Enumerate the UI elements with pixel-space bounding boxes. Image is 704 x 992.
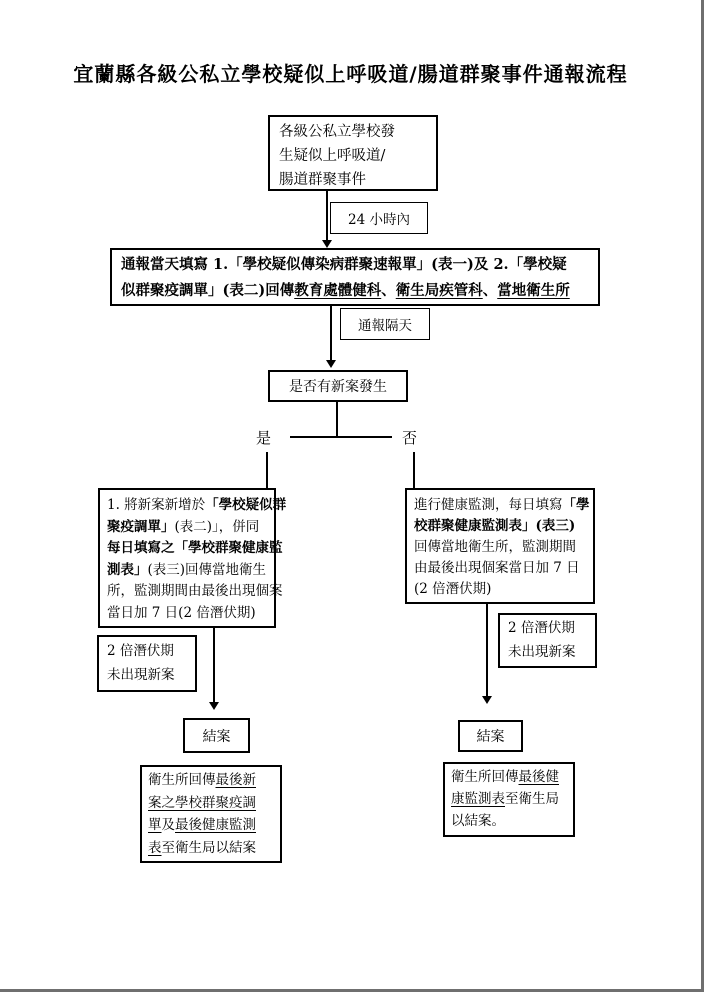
close-note-line: 衛生所回傳最後健 xyxy=(451,769,559,785)
no-action-line: (2 倍潛伏期) xyxy=(414,581,492,597)
connector-line xyxy=(213,628,215,704)
incubation-line: 未出現新案 xyxy=(508,644,576,660)
close-note-line: 案之學校群聚疫調 xyxy=(148,794,256,811)
incubation-line: 2 倍潛伏期 xyxy=(107,643,174,659)
connector-line xyxy=(330,306,332,362)
report-box-line: 通報當天填寫 1.「學校疑似傳染病群聚速報單」(表一)及 2.「學校疑 xyxy=(121,256,567,273)
yes-branch-line xyxy=(266,452,268,488)
start-event-box xyxy=(268,115,438,191)
connector-line xyxy=(486,604,488,698)
yes-close-note-box xyxy=(140,765,282,863)
report-instruction-box xyxy=(110,248,600,306)
yes-action-line: 聚疫調單」(表二)」，併同 xyxy=(107,518,260,535)
arrow-down-icon xyxy=(209,702,219,710)
branch-horizontal-line xyxy=(290,436,392,438)
decision-new-case-box xyxy=(268,370,408,402)
no-close-case-box xyxy=(458,720,523,752)
no-action-line: 回傳當地衛生所，監測期間 xyxy=(414,539,576,555)
page-title: 宜蘭縣各級公私立學校疑似上呼吸道/腸道群聚事件通報流程 xyxy=(73,62,628,86)
connector-line xyxy=(326,191,328,242)
arrow-down-icon xyxy=(482,696,492,704)
yes-action-line: 當日加 7 日(2 倍潛伏期) xyxy=(107,604,256,621)
within-24h-label: 24 小時內 xyxy=(348,212,410,228)
close-note-line: 衛生所回傳最後新 xyxy=(148,772,256,788)
yes-action-line: 所，監測期間由最後出現個案 xyxy=(107,583,283,599)
start-box-line: 生疑似上呼吸道/ xyxy=(279,148,386,164)
yes-close-case-box xyxy=(183,718,250,753)
yes-incubation-box xyxy=(97,635,197,692)
close-note-line: 表至衛生局以結案 xyxy=(148,839,256,856)
no-action-line: 由最後出現個案當日加 7 日 xyxy=(414,560,580,576)
next-day-label: 通報隔天 xyxy=(358,318,412,334)
within-24h-label-box xyxy=(330,202,428,234)
branch-no-label: 否 xyxy=(402,429,418,447)
close-note-line: 以結案。 xyxy=(451,813,505,829)
branch-yes-label: 是 xyxy=(256,429,272,447)
branch-stem-line xyxy=(336,402,338,437)
start-box-line: 腸道群聚事件 xyxy=(279,172,366,188)
yes-action-line: 1. 將新案新增於「學校疑似群 xyxy=(107,497,287,513)
yes-action-line: 測表」(表三)回傳當地衛生 xyxy=(107,561,267,578)
close-label: 結案 xyxy=(476,729,505,745)
no-close-note-box xyxy=(443,762,575,837)
incubation-line: 2 倍潛伏期 xyxy=(508,620,575,636)
no-action-line: 進行健康監測，每日填寫「學 xyxy=(414,497,590,513)
no-incubation-box xyxy=(498,613,597,668)
close-label: 結案 xyxy=(202,728,231,745)
start-box-line: 各級公私立學校發 xyxy=(279,124,395,140)
decision-text: 是否有新案發生 xyxy=(289,379,387,395)
arrow-down-icon xyxy=(322,240,332,248)
report-box-line: 似群聚疫調單」(表二)回傳教育處體健科、衛生局疾管科、當地衛生所 xyxy=(121,282,570,299)
yes-action-box xyxy=(98,488,287,628)
close-note-line: 單及最後健康監測 xyxy=(148,817,256,833)
next-day-label-box xyxy=(340,308,430,340)
incubation-line: 未出現新案 xyxy=(107,667,175,683)
yes-action-line: 每日填寫之「學校群聚健康監 xyxy=(107,540,283,556)
arrow-down-icon xyxy=(326,360,336,368)
close-note-line: 康監測表至衛生局 xyxy=(451,791,559,807)
no-action-line: 校群聚健康監測表」(表三) xyxy=(414,518,576,534)
no-branch-line xyxy=(413,452,415,488)
no-action-box xyxy=(405,488,595,604)
